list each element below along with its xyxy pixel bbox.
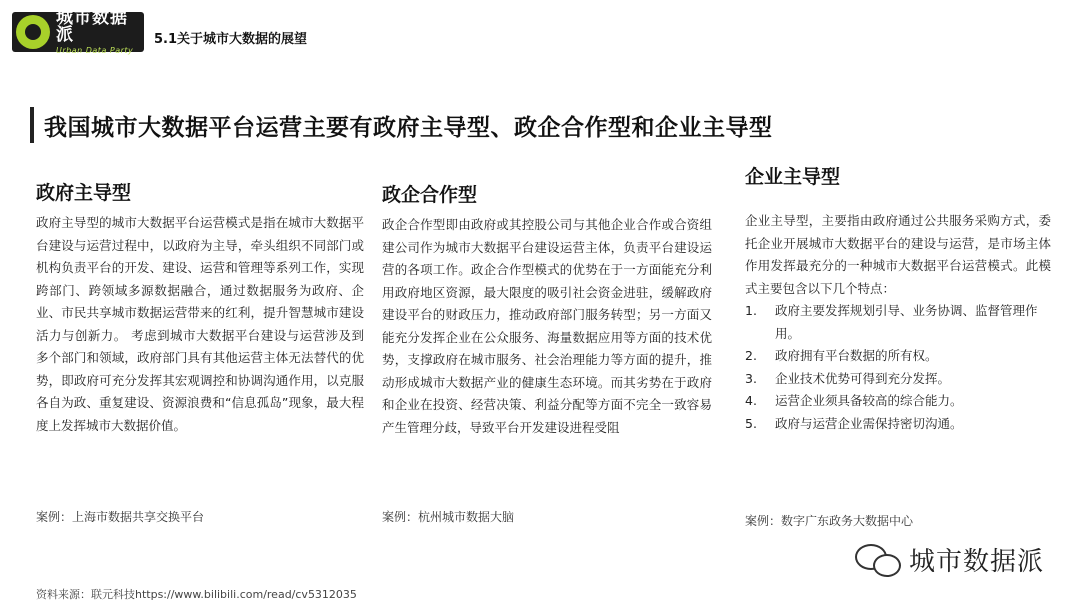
column-enterprise xyxy=(745,162,1051,435)
list-item: 5. 政府与运营企业需保持密切沟通。 xyxy=(745,415,963,431)
logo-title: 城市数据派 xyxy=(56,7,128,45)
enterprise-features xyxy=(745,300,1051,435)
cooperation-heading: 政企合作型 xyxy=(382,184,478,206)
column-cooperation xyxy=(382,180,712,439)
government-heading: 政府主导型 xyxy=(36,182,132,204)
government-body: 政府主导型的城市大数据平台运营模式是指在城市大数据平台建设与运营过程中，以政府为主导，牵头组织不同部门或机构负责平台的开发、建设、运营和管理等系列工作，实现跨部门、跨领域多源数据融合，通过数据服务为政府、企业、市民共享城市数据运营带来的红利，提升智慧城市建设活力与创新力。 考虑到城市大数据平台建设与运营涉及到多个部门和领域，政府部门具有其他运营主体无法替代的优势，即政府可充分发挥其宏观调控和协调沟通作用，以克服各自为政、重复建设、资源浪费和“信息孤岛”现象，最大程度上发挥城市大数据价值。 xyxy=(36,215,364,433)
page-title xyxy=(30,104,773,146)
enterprise-case: 案例：数字广东政务大数据中心 xyxy=(745,514,914,528)
cooperation-body: 政企合作型即由政府或其控股公司与其他企业合作或合资组建公司作为城市大数据平台建设运营主体，负责平台建设运营的各项工作。政企合作型模式的优势在于一方面能充分利用政府地区资源，最大限度的吸引社会资金进驻，缓解政府建设平台的财政压力，推动政府部门服务转型；另一方面又能充分发挥企业在公众服务、海量数据应用等方面的技术优势，支撑政府在城市服务、社会治理能力等方面的提升，推动形成城市大数据产业的健康生态环境。而其劣势在于政府和企业在投资、经营决策、利益分配等方面不完全一致容易产生管理分歧，导致平台开发建设进程受阻 xyxy=(382,217,712,435)
column-government xyxy=(36,178,364,437)
source-note: 资料来源：联元科技https://www.bilibili.com/read/cv5312035 xyxy=(36,588,357,601)
brand-name: 城市数据派 xyxy=(909,546,1045,577)
enterprise-body: 企业主导型，主要指由政府通过公共服务采购方式，委托企业开展城市大数据平台的建设与运营，是市场主体作用发挥最充分的一种城市大数据平台运营模式。此模式主要包含以下几个特点： xyxy=(745,213,1051,296)
cooperation-case: 案例：杭州城市数据大脑 xyxy=(382,510,515,524)
list-item: 1. 政府主要发挥规划引导、业务协调、监督管理作用。 xyxy=(745,303,1038,341)
wechat-icon xyxy=(855,540,901,578)
logo-mark-icon xyxy=(16,15,50,49)
logo-subtitle: Urban Data Party xyxy=(56,45,134,55)
list-item: 4. 运营企业须具备较高的综合能力。 xyxy=(745,393,963,408)
page-title-text: 我国城市大数据平台运营主要有政府主导型、政企合作型和企业主导型 xyxy=(44,114,773,141)
wechat-brand xyxy=(855,540,1044,578)
enterprise-heading: 企业主导型 xyxy=(745,166,841,188)
section-label: 5.1关于城市大数据的展望 xyxy=(154,32,308,47)
list-item: 2. 政府拥有平台数据的所有权。 xyxy=(745,348,938,363)
government-case: 案例：上海市数据共享交换平台 xyxy=(36,510,205,524)
title-accent-bar xyxy=(30,107,34,143)
list-item: 3. 企业技术优势可得到充分发挥。 xyxy=(745,370,951,386)
brand-logo xyxy=(12,7,144,55)
